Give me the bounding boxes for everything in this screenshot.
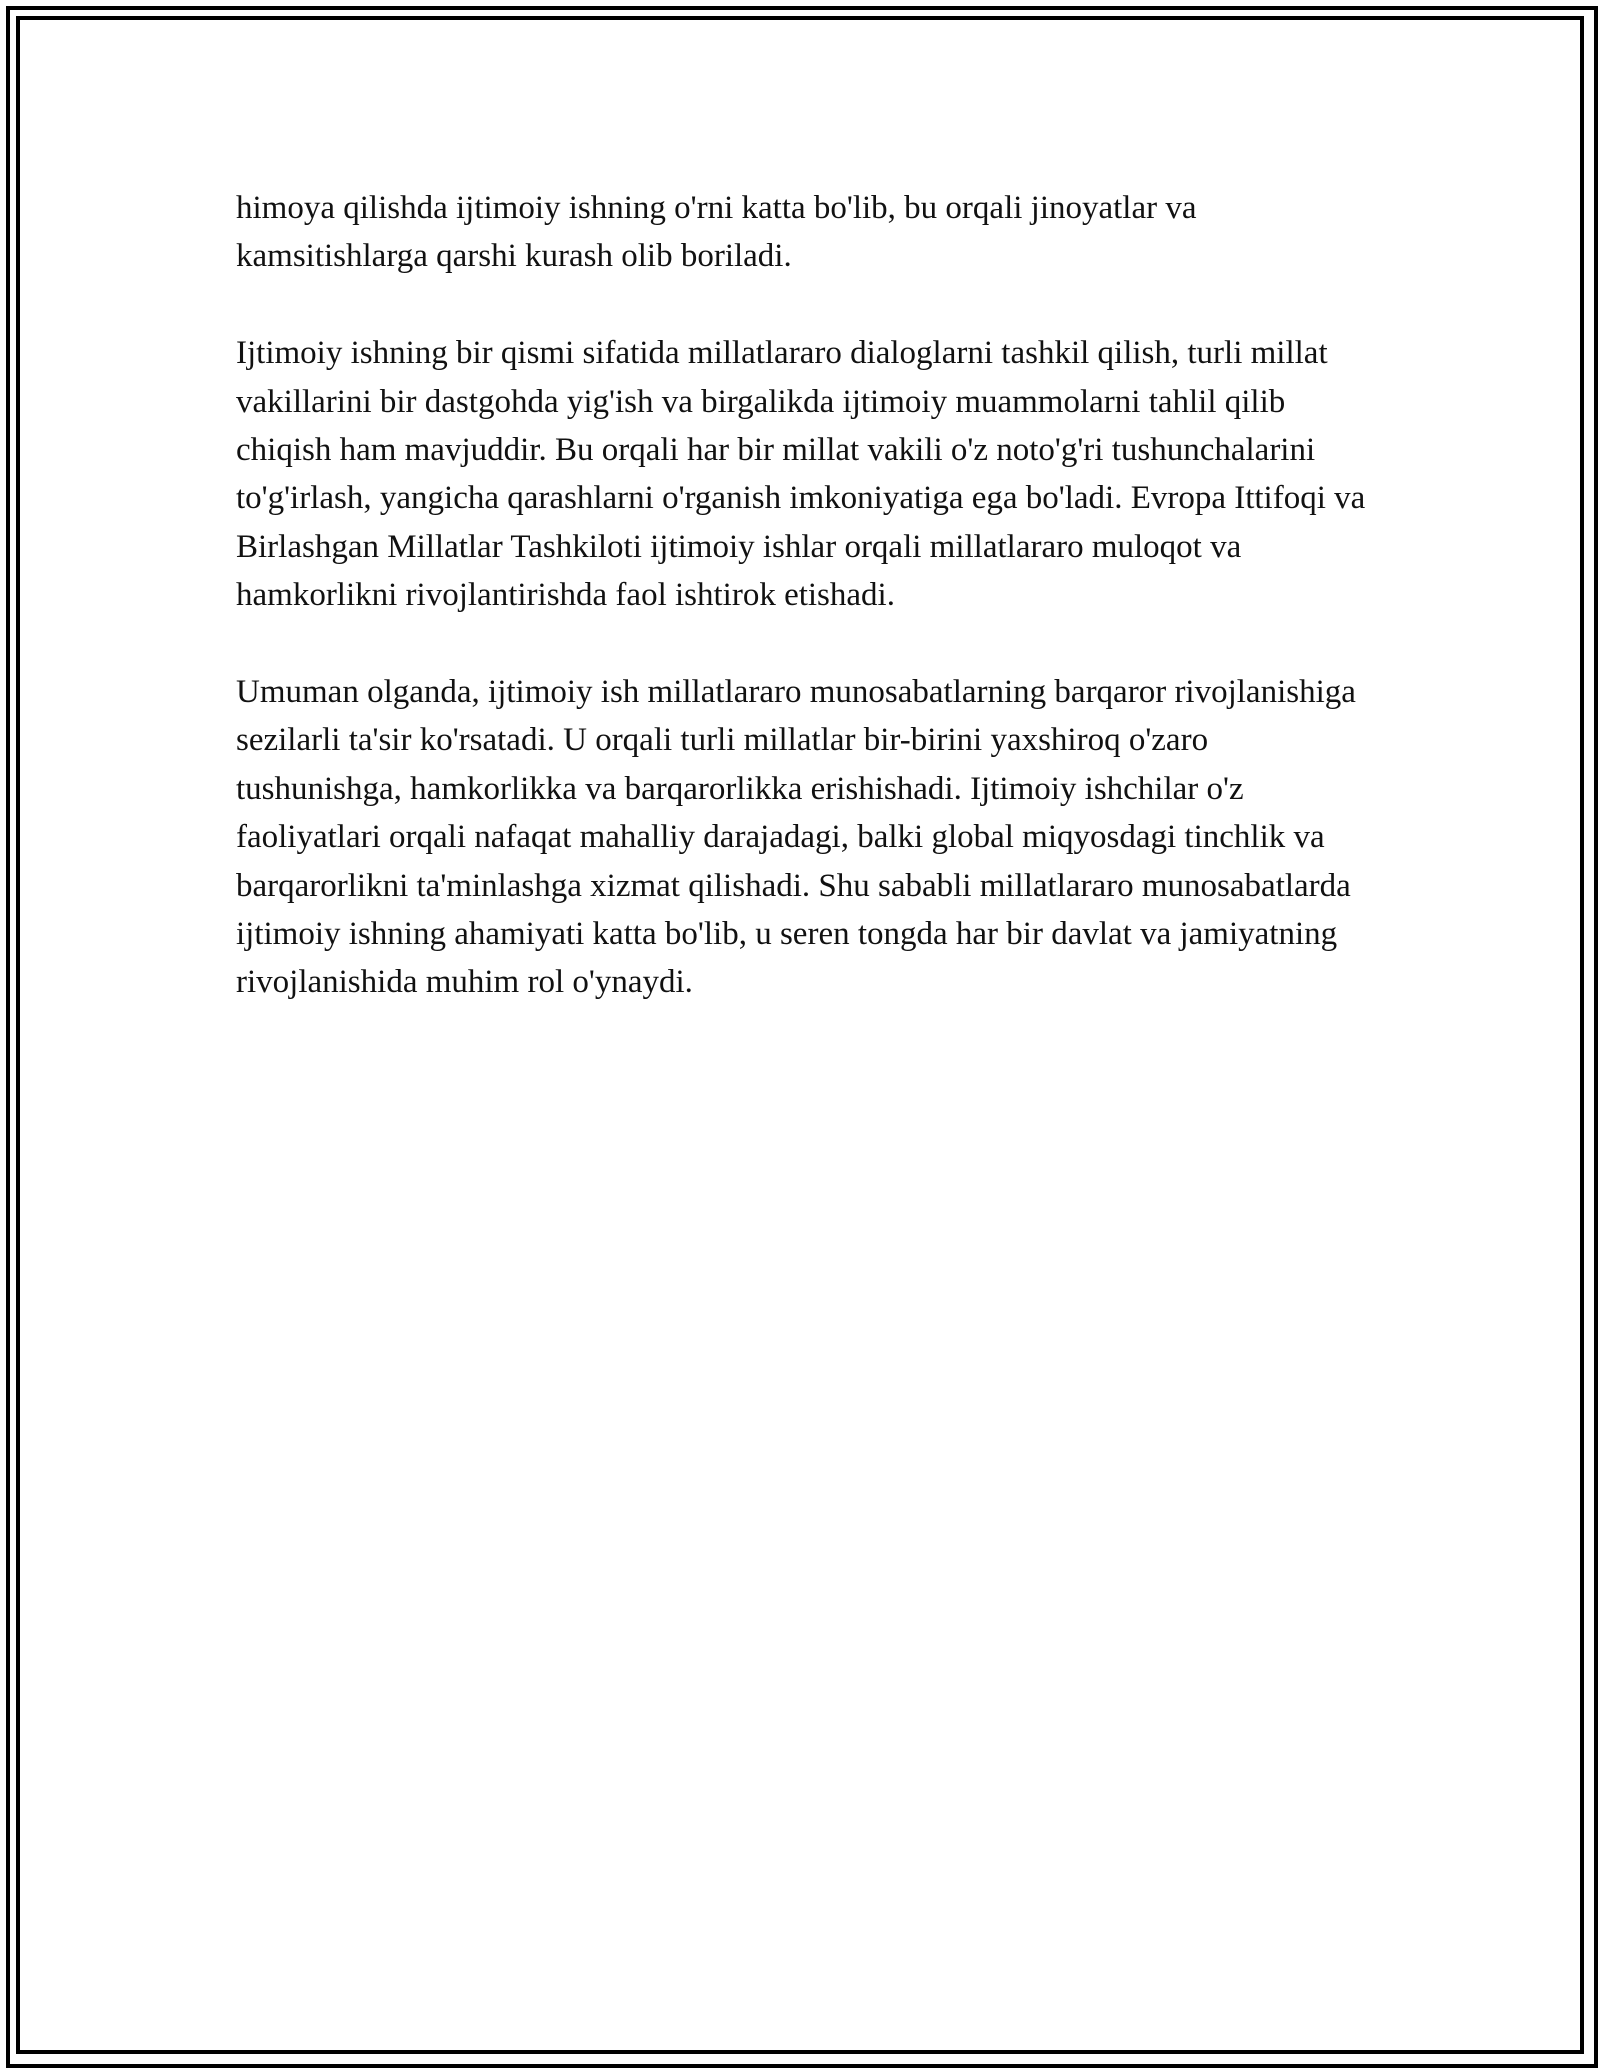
paragraph-2: Ijtimoiy ishning bir qismi sifatida millatlararo dialoglarni tashkil qilish, turli millat vakillarini bir dastgohda yig'ish va birgalikda ijtimoiy muammolarni tahlil qilib chiqish ham mavjuddir. Bu orqali har bir millat vakili o'z noto'g'ri tushunchalarini to'g'irlash, yangicha qarashlarni o'rganish imkoniyatiga ega bo'ladi. Evropa Ittifoqi va Birlashgan Millatlar Tashkiloti ijtimoiy ishlar orqali millatlararo muloqot va hamkorlikni rivojlantirishda faol ishtirok etishadi. — [236, 335, 1366, 614]
paragraph-1: himoya qilishda ijtimoiy ishning o'rni katta bo'lib, bu orqali jinoyatlar va kamsitishlarga qarshi kurash olib boriladi. — [236, 190, 1197, 275]
paragraph-3: Umuman olganda, ijtimoiy ish millatlararo munosabatlarning barqaror rivojlanishiga sezilarli ta'sir ko'rsatadi. U orqali turli millatlar bir-birini yaxshiroq o'zaro tushunishga, hamkorlikka va barqarorlikka erishishadi. Ijtimoiy ishchilar o'z faoliyatlari orqali nafaqat mahalliy darajadagi, balki global miqyosdagi tinchlik va barqarorlikni ta'minlashga xizmat qilishadi. Shu sababli millatlararo munosabatlarda ijtimoiy ishning ahamiyati katta bo'lib, u seren tongda har bir davlat va jamiyatning rivojlanishida muhim rol o'ynaydi. — [236, 674, 1356, 1001]
document-body — [236, 184, 1366, 1055]
